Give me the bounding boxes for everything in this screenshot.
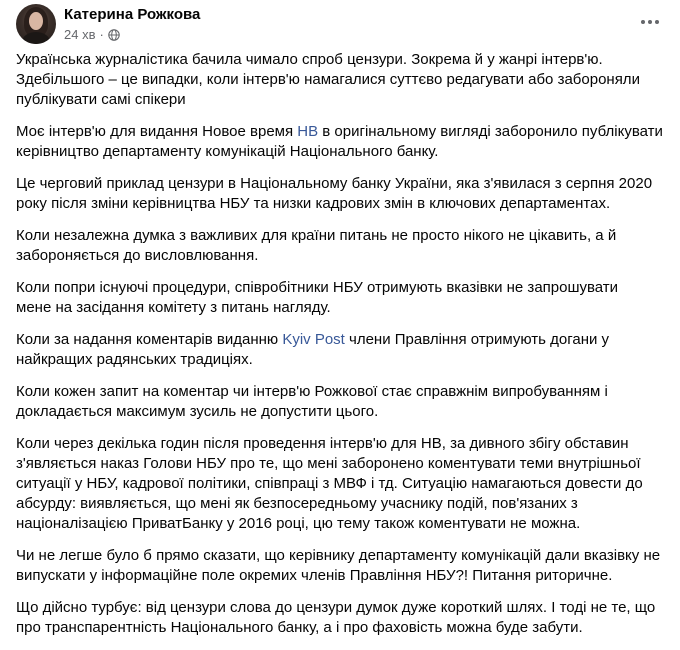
post-paragraph: Коли незалежна думка з важливих для країни питань не просто нікого не цікавить, а й забороняється до висловлювання. bbox=[16, 227, 617, 264]
meta-separator: · bbox=[99, 27, 104, 42]
post-paragraph: Коли попри існуючі процедури, співробітники НБУ отримують вказівки не запрошувати мене на засідання комітету з питань нагляду. bbox=[16, 279, 619, 316]
avatar-face bbox=[29, 12, 43, 30]
post-paragraph: Що дійсно турбує: від цензури слова до цензури думок дуже короткий шлях. І тоді не те, що про транспарентність Національного банку, а і про фаховість можна буде забути. bbox=[16, 599, 656, 636]
post-content bbox=[16, 50, 664, 650]
author-name[interactable]: Катерина Рожкова bbox=[64, 6, 201, 23]
post-paragraph: Моє інтерв'ю для видання Новое время НВ в оригінальному вигляді заборонило публікувати керівництво департаменту комунікацій Національного банку. bbox=[16, 123, 663, 160]
link-kyiv-post[interactable]: Kyiv Post bbox=[282, 331, 345, 348]
post-header bbox=[16, 4, 664, 44]
globe-icon[interactable] bbox=[108, 29, 120, 41]
post-paragraph: Це черговий приклад цензури в Національному банку України, яка з'явилася з серпня 2020 року після зміни керівництва НБУ та низки кадрових змін в ключових департаментах. bbox=[16, 175, 653, 212]
post-paragraph: Коли кожен запит на коментар чи інтерв'ю Рожкової стає справжнім випробуванням і докладається максимум зусиль не допустити цього. bbox=[16, 383, 608, 420]
post-time[interactable]: 24 хв bbox=[64, 27, 96, 42]
post-paragraph: Чи не легше було б прямо сказати, що керівнику департаменту комунікацій дали вказівку не випускати у інформаційне поле окремих членів Правління НБУ?! Питання риторичне. bbox=[16, 547, 661, 584]
avatar-body bbox=[22, 32, 50, 44]
more-options-icon[interactable] bbox=[636, 8, 664, 36]
post-paragraph: Коли за надання коментарів виданню Kyiv Post члени Правління отримують догани у найкращих радянських традиціях. bbox=[16, 331, 610, 368]
post-meta bbox=[64, 27, 120, 42]
post-paragraph: Коли через декілька годин після проведення інтерв'ю для НВ, за дивного збігу обставин з'являється наказ Голови НБУ про те, що мені заборонено коментувати теми внутрішньої ситуації у НБУ, кадрової політики, співпраці з МВФ і тд. Ситуацію намагаються довести до абсурду: виявляється, що мені як безпосередньому учаснику подій, пов'язаних з націоналізацією ПриватБанку у 2016 році, цю тему також коментувати не можна. bbox=[16, 435, 643, 532]
hashtag-link-nv[interactable]: НВ bbox=[297, 123, 319, 140]
avatar[interactable] bbox=[16, 4, 56, 44]
post-paragraph: Українська журналістика бачила чимало спроб цензури. Зокрема й у жанрі інтерв'ю. Здебільшого – це випадки, коли інтерв'ю намагалися суттєво редагувати або забороняли публікувати самі спікери bbox=[16, 51, 640, 108]
